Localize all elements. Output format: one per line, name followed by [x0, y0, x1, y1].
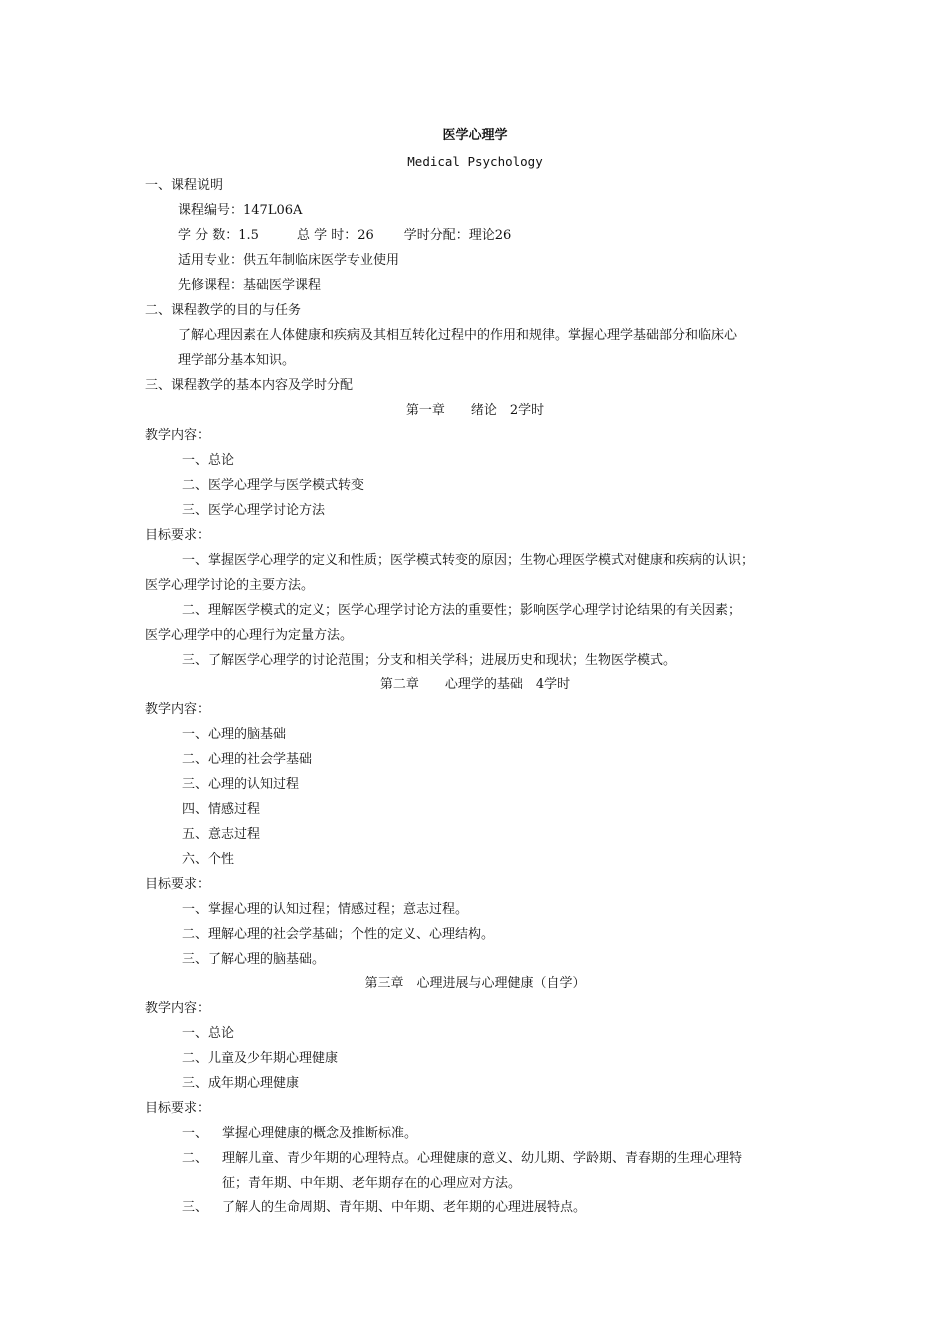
goal-line: 理解儿童、青少年期的心理特点。心理健康的意义、幼儿期、学龄期、青春期的生理心理特 — [222, 1151, 743, 1166]
chapter-2-content-label: 教学内容： — [145, 702, 211, 717]
chapter-3-heading: 第三章 心理进展与心理健康（自学） — [364, 976, 586, 991]
chapter-2-goal-label: 目标要求： — [145, 877, 211, 892]
list-item: 三、医学心理学讨论方法 — [182, 503, 326, 518]
page-subtitle: Medical Psychology — [407, 154, 543, 169]
list-item: 一、总论 — [182, 453, 235, 468]
credit-hours-line — [178, 228, 511, 244]
course-total-hours: 总 学 时：26 — [296, 228, 374, 243]
goal-number: 二、 — [182, 1151, 209, 1166]
list-item: 二、心理的社会学基础 — [182, 752, 313, 767]
section-2-paragraph-line: 理学部分基本知识。 — [178, 353, 296, 368]
course-prerequisite: 先修课程：基础医学课程 — [178, 278, 322, 293]
course-major: 适用专业：供五年制临床医学专业使用 — [178, 253, 400, 268]
section-3-heading: 三、课程教学的基本内容及学时分配 — [145, 378, 354, 393]
list-item: 二、医学心理学与医学模式转变 — [182, 478, 365, 493]
course-credits: 学 分 数：1.5 — [178, 228, 259, 243]
chapter-1-goal-label: 目标要求： — [145, 528, 211, 543]
chapter-3-goal-label: 目标要求： — [145, 1101, 211, 1116]
chapter-1-content-label: 教学内容： — [145, 428, 211, 443]
list-item: 一、总论 — [182, 1026, 235, 1041]
page-title: 医学心理学 — [442, 128, 508, 143]
section-2-paragraph-line: 了解心理因素在人体健康和疾病及其相互转化过程中的作用和规律。掌握心理学基础部分和临床心 — [178, 328, 738, 343]
goal-line: 了解人的生命周期、青年期、中年期、老年期的心理进展特点。 — [222, 1200, 587, 1215]
course-code: 课程编号：147L06A — [178, 203, 303, 218]
section-2-heading: 二、课程教学的目的与任务 — [145, 303, 302, 318]
list-item: 四、情感过程 — [182, 802, 261, 817]
goal-line: 二、理解心理的社会学基础；个性的定义、心理结构。 — [182, 927, 495, 942]
list-item: 六、个性 — [182, 852, 235, 867]
course-hour-allocation: 学时分配：理论26 — [403, 228, 512, 243]
goal-number: 三、 — [182, 1200, 209, 1215]
goal-line: 掌握心理健康的概念及推断标准。 — [222, 1126, 418, 1141]
chapter-2-heading: 第二章 心理学的基础 4学时 — [379, 677, 571, 692]
goal-line: 三、了解医学心理学的讨论范围；分支和相关学科；进展历史和现状；生物医学模式。 — [182, 653, 677, 668]
list-item: 三、成年期心理健康 — [182, 1076, 300, 1091]
list-item: 二、儿童及少年期心理健康 — [182, 1051, 339, 1066]
goal-line: 医学心理学讨论的主要方法。 — [145, 578, 315, 593]
goal-line: 二、理解医学模式的定义；医学心理学讨论方法的重要性；影响医学心理学讨论结果的有关因素； — [182, 603, 742, 618]
list-item: 五、意志过程 — [182, 827, 261, 842]
goal-line: 医学心理学中的心理行为定量方法。 — [145, 628, 354, 643]
goal-line: 一、掌握医学心理学的定义和性质；医学模式转变的原因；生物心理医学模式对健康和疾病的认识； — [182, 553, 755, 568]
chapter-1-heading: 第一章 绪论 2学时 — [405, 403, 545, 418]
chapter-3-content-label: 教学内容： — [145, 1001, 211, 1016]
list-item: 三、心理的认知过程 — [182, 777, 300, 792]
goal-line: 三、了解心理的脑基础。 — [182, 952, 326, 967]
section-1-heading: 一、课程说明 — [145, 178, 224, 193]
goal-line: 一、掌握心理的认知过程；情感过程；意志过程。 — [182, 902, 469, 917]
list-item: 一、心理的脑基础 — [182, 727, 287, 742]
goal-line: 征；青年期、中年期、老年期存在的心理应对方法。 — [222, 1176, 522, 1191]
goal-number: 一、 — [182, 1126, 209, 1141]
